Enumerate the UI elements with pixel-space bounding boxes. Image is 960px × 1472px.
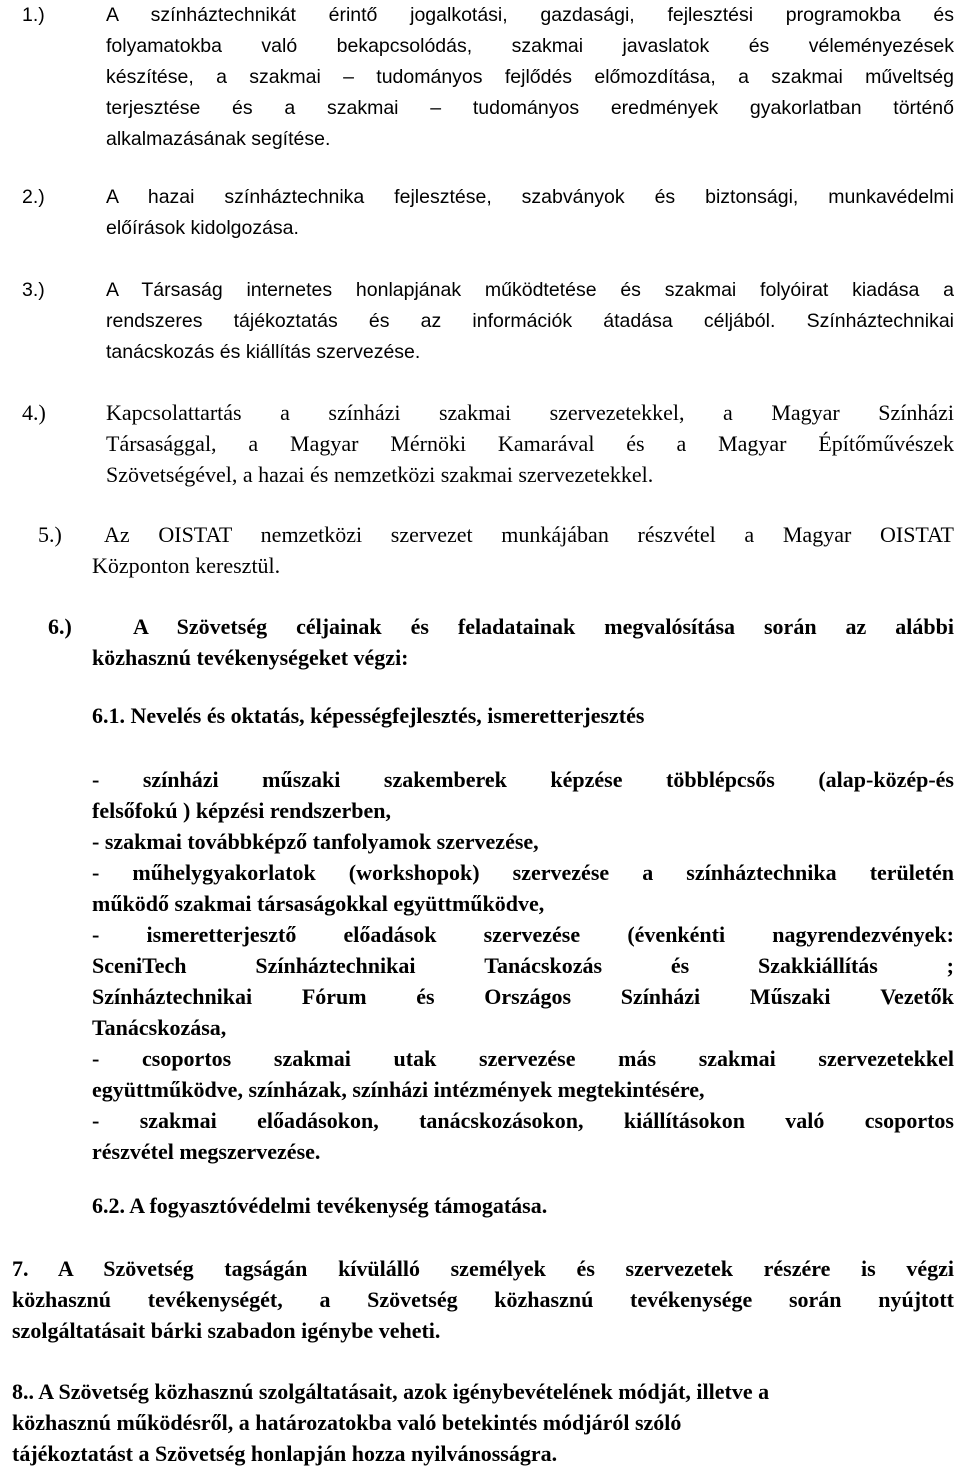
word: ; bbox=[946, 953, 954, 978]
section-6-1-line-7 bbox=[92, 951, 954, 981]
word: Színháztechnikai bbox=[255, 953, 416, 978]
word: Színházi bbox=[620, 984, 701, 1009]
section-6-1-heading: 6.1. Nevelés és oktatás, képességfejlesztés, ismeretterjesztés bbox=[92, 703, 645, 728]
item-8-line-3: tájékoztatást a Szövetség honlapján hozza nyilvánosságra. bbox=[12, 1441, 558, 1466]
item-1-line-3: készítése, a szakmai – tudományos fejlődés előmozdítása, a szakmai műveltség bbox=[106, 66, 954, 88]
item-3-line-3: tanácskozás és kiállítás szervezése. bbox=[106, 341, 421, 363]
item-1-line-2: folyamatokba való bekapcsolódás, szakmai javaslatok és véleményezések bbox=[106, 35, 954, 57]
word: Fórum bbox=[301, 984, 367, 1009]
item-3-number: 3.) bbox=[22, 279, 45, 301]
item-1-line-5: alkalmazásának segítése. bbox=[106, 128, 331, 150]
section-6-1-line-11: együttműködve, színházak, színházi intézmények megtekintésére, bbox=[92, 1077, 705, 1102]
item-6-number: 6.) bbox=[48, 614, 72, 639]
section-6-1-line-10: - csoportos szakmai utak szervezése más szakmai szervezetekkel bbox=[92, 1046, 954, 1071]
word: Tanácskozás bbox=[484, 953, 603, 978]
item-5-line-2: Központon keresztül. bbox=[92, 553, 281, 578]
item-4-line-2: Társasággal, a Magyar Mérnöki Kamarával és a Magyar Építőművészek bbox=[106, 431, 954, 456]
word: és bbox=[416, 984, 435, 1009]
item-6-line-2: közhasznú tevékenységeket végzi: bbox=[92, 645, 409, 670]
item-4-line-1: Kapcsolattartás a színházi szakmai szervezetekkel, a Magyar Színházi bbox=[106, 400, 954, 425]
item-1-line-4: terjesztése és a szakmai – tudományos eredmények gyakorlatban történő bbox=[106, 97, 954, 119]
word: Műszaki bbox=[749, 984, 831, 1009]
section-6-1-line-9: Tanácskozása, bbox=[92, 1015, 227, 1040]
item-5-number: 5.) bbox=[38, 522, 62, 547]
item-4-line-3: Szövetségével, a hazai és nemzetközi szakmai szervezetekkel. bbox=[106, 462, 654, 487]
word: SceniTech bbox=[92, 953, 187, 978]
item-2-number: 2.) bbox=[22, 186, 45, 208]
word: Színháztechnikai bbox=[92, 984, 253, 1009]
section-6-1-line-1: - színházi műszaki szakemberek képzése többlépcsős (alap-közép-és bbox=[92, 767, 954, 792]
item-8-line-1: 8.. A Szövetség közhasznú szolgáltatásait, azok igénybevételének módját, illetve a bbox=[12, 1379, 770, 1404]
section-6-1-line-5: működő szakmai társaságokkal együttműködve, bbox=[92, 891, 545, 916]
section-6-1-line-12: - szakmai előadásokon, tanácskozásokon, kiállításokon való csoportos bbox=[92, 1108, 954, 1133]
item-2-line-2: előírások kidolgozása. bbox=[106, 217, 299, 239]
item-3-line-2: rendszeres tájékoztatás és az információk átadása céljából. Színháztechnikai bbox=[106, 310, 954, 332]
section-6-1-line-6: - ismeretterjesztő előadások szervezése (évenkénti nagyrendezvények: bbox=[92, 922, 954, 947]
section-6-1-line-13: részvétel megszervezése. bbox=[92, 1139, 321, 1164]
item-4-number: 4.) bbox=[22, 400, 46, 425]
section-6-1-line-2: felsőfokú ) képzési rendszerben, bbox=[92, 798, 392, 823]
section-6-2-heading: 6.2. A fogyasztóvédelmi tevékenység támogatása. bbox=[92, 1193, 548, 1218]
item-5-line-1: Az OISTAT nemzetközi szervezet munkájában részvétel a Magyar OISTAT bbox=[104, 522, 954, 547]
item-6-line-1: A Szövetség céljainak és feladatainak megvalósítása során az alábbi bbox=[133, 614, 954, 639]
item-7-line-2: közhasznú tevékenységét, a Szövetség közhasznú tevékenysége során nyújtott bbox=[12, 1287, 954, 1312]
item-8-line-2: közhasznú működésről, a határozatokba való betekintés módjáról szóló bbox=[12, 1410, 682, 1435]
item-3-line-1: A Társaság internetes honlapjának működtetése és szakmai folyóirat kiadása a bbox=[106, 279, 954, 301]
word: Szakkiállítás bbox=[758, 953, 878, 978]
word: Vezetők bbox=[880, 984, 954, 1009]
item-7-line-3: szolgáltatásait bárki szabadon igénybe veheti. bbox=[12, 1318, 441, 1343]
section-6-1-line-4: - műhelygyakorlatok (workshopok) szervezése a színháztechnika területén bbox=[92, 860, 954, 885]
item-1-line-1: A színháztechnikát érintő jogalkotási, gazdasági, fejlesztési programokba és bbox=[106, 4, 954, 26]
item-1-number: 1.) bbox=[22, 4, 45, 26]
word: és bbox=[670, 953, 690, 978]
section-6-1-line-3: - szakmai továbbképző tanfolyamok szervezése, bbox=[92, 829, 539, 854]
word: Országos bbox=[484, 984, 572, 1009]
item-2-line-1: A hazai színháztechnika fejlesztése, szabványok és biztonsági, munkavédelmi bbox=[106, 186, 954, 208]
section-6-1-line-8 bbox=[92, 982, 954, 1012]
item-7-line-1: 7. A Szövetség tagságán kívülálló személyek és szervezetek részére is végzi bbox=[12, 1256, 954, 1281]
